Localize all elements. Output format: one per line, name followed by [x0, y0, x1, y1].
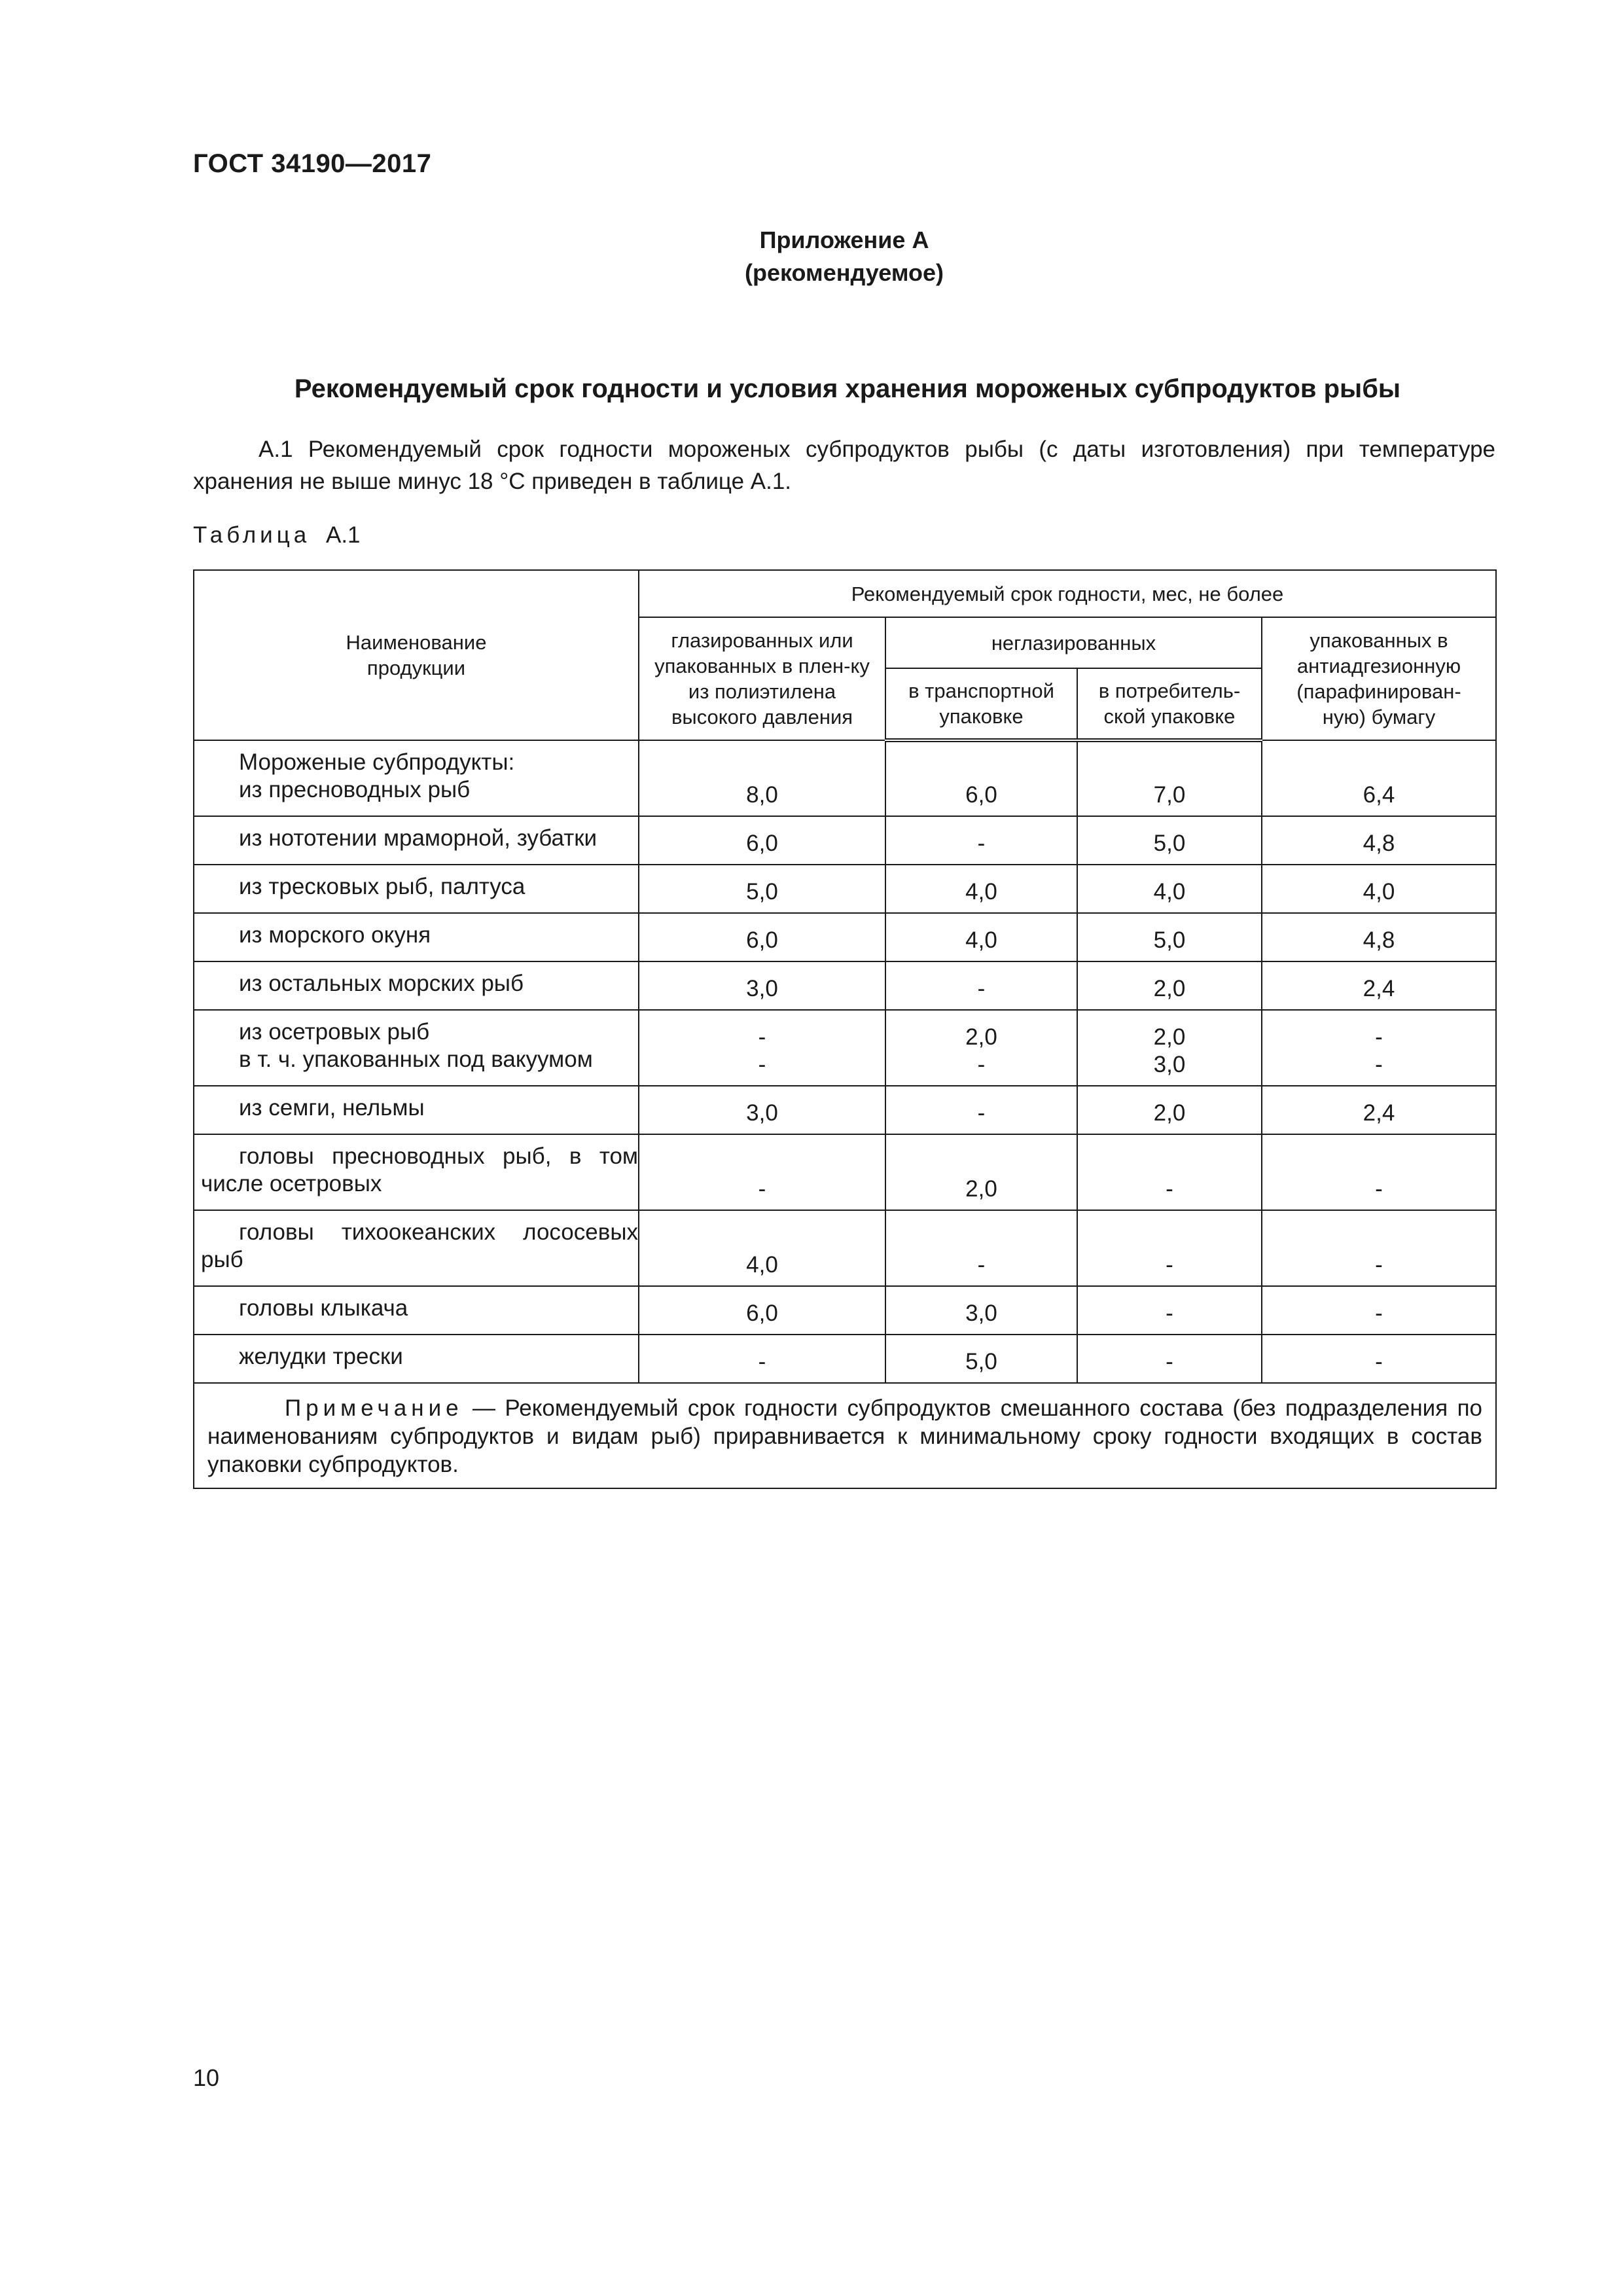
row-name: головы тихоокеанских лососевых рыб	[194, 1210, 639, 1286]
section-title: Рекомендуемый срок годности и условия хранения мороженых субпродуктов рыбы	[294, 374, 1401, 403]
table-row	[194, 1286, 1496, 1335]
cell-consumer: 5,0	[1077, 913, 1262, 961]
header-product-name: Наименование продукции	[194, 570, 639, 740]
row-name: головы клыкача	[194, 1286, 639, 1335]
document-code: ГОСТ 34190—2017	[193, 149, 432, 178]
cell-paper: -	[1262, 1134, 1496, 1210]
table-caption	[193, 522, 361, 548]
cell-paper: - -	[1262, 1010, 1496, 1086]
table-row	[194, 816, 1496, 865]
cell-consumer: -	[1077, 1134, 1262, 1210]
header-transport: в транспортной упаковке	[885, 668, 1077, 740]
table-caption-number: А.1	[325, 522, 361, 548]
cell-transport: 6,0	[885, 740, 1077, 816]
cell-glazed: 6,0	[639, 1286, 885, 1335]
cell-transport: 3,0	[885, 1286, 1077, 1335]
cell-consumer: -	[1077, 1335, 1262, 1383]
cell-paper: -	[1262, 1335, 1496, 1383]
cell-paper: -	[1262, 1286, 1496, 1335]
row-name: головы пресноводных рыб, в том числе осетровых	[194, 1134, 639, 1210]
shelf-life-table	[193, 569, 1497, 1489]
table-caption-label: Таблица	[193, 522, 311, 548]
table-row	[194, 961, 1496, 1010]
cell-transport: -	[885, 816, 1077, 865]
cell-consumer: 5,0	[1077, 816, 1262, 865]
page-number: 10	[193, 2064, 220, 2091]
cell-glazed: 4,0	[639, 1210, 885, 1286]
row-name: из остальных морских рыб	[194, 961, 639, 1010]
table-row	[194, 1086, 1496, 1134]
paragraph-line-1: А.1 Рекомендуемый срок годности мороженых субпродуктов рыбы (с даты изготовления) при температуре	[259, 437, 1495, 462]
cell-paper: 4,8	[1262, 816, 1496, 865]
cell-paper: -	[1262, 1210, 1496, 1286]
cell-consumer: 2,0	[1077, 1086, 1262, 1134]
cell-transport: 4,0	[885, 865, 1077, 913]
cell-glazed: - -	[639, 1010, 885, 1086]
cell-consumer: 2,0 3,0	[1077, 1010, 1262, 1086]
cell-transport: 5,0	[885, 1335, 1077, 1383]
cell-glazed: 3,0	[639, 1086, 885, 1134]
row-name: желудки трески	[194, 1335, 639, 1383]
cell-paper: 2,4	[1262, 1086, 1496, 1134]
cell-glazed: -	[639, 1134, 885, 1210]
header-unglazed: неглазированных	[885, 617, 1262, 668]
header-shelf-life: Рекомендуемый срок годности, мес, не более	[639, 570, 1496, 617]
cell-consumer: -	[1077, 1286, 1262, 1335]
row-name: из семги, нельмы	[194, 1086, 639, 1134]
row-name: из тресковых рыб, палтуса	[194, 865, 639, 913]
cell-glazed: -	[639, 1335, 885, 1383]
row-name: из нототении мраморной, зубатки	[194, 816, 639, 865]
cell-glazed: 8,0	[639, 740, 885, 816]
cell-consumer: 4,0	[1077, 865, 1262, 913]
appendix-heading	[0, 224, 1623, 289]
cell-consumer: 7,0	[1077, 740, 1262, 816]
row-name: из морского окуня	[194, 913, 639, 961]
note-label: Примечание	[285, 1395, 463, 1421]
note-text: — Рекомендуемый срок годности субпродуктов смешанного состава (без подразделения по наименованиям субпродуктов и видам рыб) приравнивается к минимальному сроку годности входящих в состав упаковки субпродуктов.	[207, 1395, 1482, 1477]
table-note	[194, 1383, 1496, 1488]
row-name: Мороженые субпродукты: из пресноводных рыб	[194, 740, 639, 816]
header-consumer: в потребитель-ской упаковке	[1077, 668, 1262, 740]
row-name: из осетровых рыб в т. ч. упакованных под вакуумом	[194, 1010, 639, 1086]
table-row	[194, 865, 1496, 913]
table-row	[194, 1134, 1496, 1210]
cell-glazed: 5,0	[639, 865, 885, 913]
table-row	[194, 1010, 1496, 1086]
cell-paper: 2,4	[1262, 961, 1496, 1010]
cell-transport: -	[885, 1210, 1077, 1286]
header-paper: упакованных в антиадгезионную (парафинирован-ную) бумагу	[1262, 617, 1496, 740]
cell-transport: -	[885, 961, 1077, 1010]
appendix-title: Приложение А	[759, 226, 929, 253]
cell-glazed: 3,0	[639, 961, 885, 1010]
cell-transport: 2,0 -	[885, 1010, 1077, 1086]
table-row	[194, 1335, 1496, 1383]
cell-consumer: 2,0	[1077, 961, 1262, 1010]
paragraph-a1	[193, 433, 1495, 497]
cell-paper: 6,4	[1262, 740, 1496, 816]
cell-transport: -	[885, 1086, 1077, 1134]
table-row	[194, 740, 1496, 816]
cell-transport: 2,0	[885, 1134, 1077, 1210]
cell-paper: 4,0	[1262, 865, 1496, 913]
cell-glazed: 6,0	[639, 913, 885, 961]
table-row	[194, 913, 1496, 961]
header-glazed: глазированных или упакованных в плен-ку из полиэтилена высокого давления	[639, 617, 885, 740]
appendix-status: (рекомендуемое)	[745, 259, 944, 286]
table-row	[194, 1210, 1496, 1286]
paragraph-line-2: хранения не выше минус 18 °С приведен в таблице А.1.	[193, 469, 792, 494]
cell-transport: 4,0	[885, 913, 1077, 961]
cell-paper: 4,8	[1262, 913, 1496, 961]
cell-consumer: -	[1077, 1210, 1262, 1286]
cell-glazed: 6,0	[639, 816, 885, 865]
